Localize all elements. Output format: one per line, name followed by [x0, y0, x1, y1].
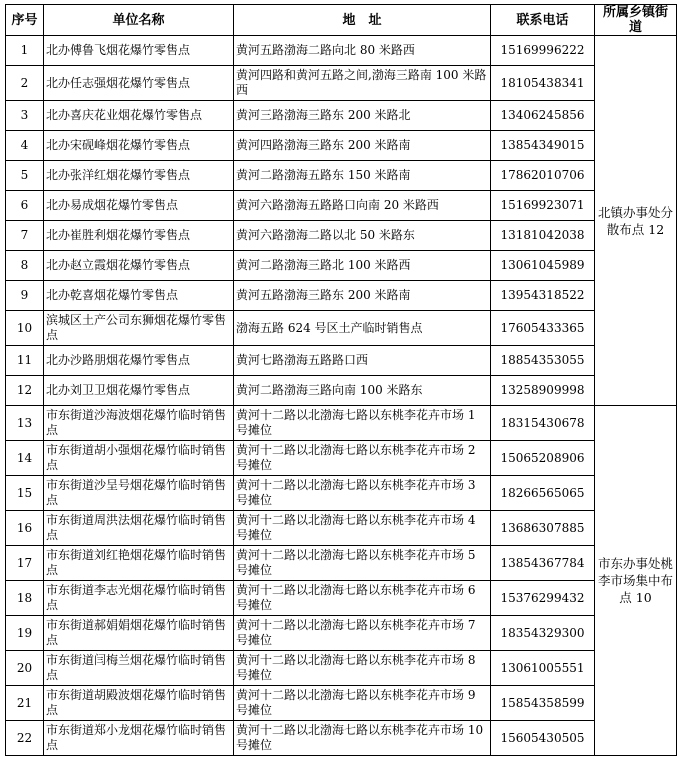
address-cell: 黄河二路渤海三路北 100 米路西: [234, 251, 491, 281]
phone-cell: 13854349015: [491, 131, 595, 161]
unit-name-cell: 滨城区土产公司东狮烟花爆竹零售点: [44, 311, 234, 346]
serial-cell: 1: [6, 36, 44, 66]
address-cell: 黄河二路渤海五路东 150 米路南: [234, 161, 491, 191]
unit-name-cell: 市东街道胡小强烟花爆竹临时销售点: [44, 441, 234, 476]
address-cell: 黄河十二路以北渤海七路以东桃李花卉市场 4 号摊位: [234, 511, 491, 546]
serial-cell: 12: [6, 376, 44, 406]
phone-cell: 17605433365: [491, 311, 595, 346]
serial-cell: 16: [6, 511, 44, 546]
phone-cell: 13854367784: [491, 546, 595, 581]
phone-cell: 13181042038: [491, 221, 595, 251]
phone-cell: 15169923071: [491, 191, 595, 221]
phone-cell: 13061045989: [491, 251, 595, 281]
phone-cell: 15376299432: [491, 581, 595, 616]
unit-name-cell: 市东街道郝娟娟烟花爆竹临时销售点: [44, 616, 234, 651]
serial-cell: 7: [6, 221, 44, 251]
address-cell: 渤海五路 624 号区土产临时销售点: [234, 311, 491, 346]
phone-cell: 15605430505: [491, 721, 595, 756]
phone-cell: 13686307885: [491, 511, 595, 546]
table-row: [6, 131, 677, 161]
address-cell: 黄河十二路以北渤海七路以东桃李花卉市场 10 号摊位: [234, 721, 491, 756]
table-row: [6, 221, 677, 251]
address-cell: 黄河六路渤海五路路口向南 20 米路西: [234, 191, 491, 221]
table-body: [6, 36, 677, 756]
address-cell: 黄河十二路以北渤海七路以东桃李花卉市场 8 号摊位: [234, 651, 491, 686]
unit-name-cell: 北办任志强烟花爆竹零售点: [44, 66, 234, 101]
address-cell: 黄河二路渤海三路向南 100 米路东: [234, 376, 491, 406]
unit-name-cell: 北办沙路朋烟花爆竹零售点: [44, 346, 234, 376]
header-unit-name: 单位名称: [44, 5, 234, 36]
phone-cell: 18354329300: [491, 616, 595, 651]
unit-name-cell: 市东街道胡殿波烟花爆竹临时销售点: [44, 686, 234, 721]
serial-cell: 22: [6, 721, 44, 756]
table-row: [6, 311, 677, 346]
phone-cell: 13258909998: [491, 376, 595, 406]
phone-cell: 18854353055: [491, 346, 595, 376]
serial-cell: 20: [6, 651, 44, 686]
table-row: [6, 376, 677, 406]
unit-name-cell: 北办张洋红烟花爆竹零售点: [44, 161, 234, 191]
unit-name-cell: 市东街道郑小龙烟花爆竹临时销售点: [44, 721, 234, 756]
unit-name-cell: 市东街道沙呈号烟花爆竹临时销售点: [44, 476, 234, 511]
phone-cell: 13406245856: [491, 101, 595, 131]
serial-cell: 4: [6, 131, 44, 161]
table-row: [6, 101, 677, 131]
serial-cell: 11: [6, 346, 44, 376]
serial-cell: 3: [6, 101, 44, 131]
town-street-cell: 市东办事处桃李市场集中布点 10: [595, 406, 677, 756]
table-row: [6, 191, 677, 221]
unit-name-cell: 市东街道闫梅兰烟花爆竹临时销售点: [44, 651, 234, 686]
table-row: [6, 581, 677, 616]
table-row: [6, 346, 677, 376]
address-cell: 黄河十二路以北渤海七路以东桃李花卉市场 2 号摊位: [234, 441, 491, 476]
serial-cell: 17: [6, 546, 44, 581]
unit-name-cell: 市东街道周洪法烟花爆竹临时销售点: [44, 511, 234, 546]
phone-cell: 17862010706: [491, 161, 595, 191]
serial-cell: 18: [6, 581, 44, 616]
table-row: [6, 511, 677, 546]
serial-cell: 21: [6, 686, 44, 721]
serial-cell: 14: [6, 441, 44, 476]
serial-cell: 9: [6, 281, 44, 311]
town-street-cell: 北镇办事处分散布点 12: [595, 36, 677, 406]
unit-name-cell: 北办易成烟花爆竹零售点: [44, 191, 234, 221]
unit-name-cell: 北办赵立霞烟花爆竹零售点: [44, 251, 234, 281]
address-cell: 黄河十二路以北渤海七路以东桃李花卉市场 5 号摊位: [234, 546, 491, 581]
address-cell: 黄河七路渤海五路路口西: [234, 346, 491, 376]
address-cell: 黄河十二路以北渤海七路以东桃李花卉市场 1 号摊位: [234, 406, 491, 441]
table-row: [6, 161, 677, 191]
table-row: [6, 36, 677, 66]
unit-name-cell: 北办傅鲁飞烟花爆竹零售点: [44, 36, 234, 66]
serial-cell: 15: [6, 476, 44, 511]
table-row: [6, 546, 677, 581]
table-row: [6, 721, 677, 756]
phone-cell: 13954318522: [491, 281, 595, 311]
table-row: [6, 406, 677, 441]
address-cell: 黄河十二路以北渤海七路以东桃李花卉市场 6 号摊位: [234, 581, 491, 616]
address-cell: 黄河五路渤海二路向北 80 米路西: [234, 36, 491, 66]
address-cell: 黄河五路渤海三路东 200 米路南: [234, 281, 491, 311]
serial-cell: 13: [6, 406, 44, 441]
address-cell: 黄河四路和黄河五路之间,渤海三路南 100 米路西: [234, 66, 491, 101]
serial-cell: 6: [6, 191, 44, 221]
unit-name-cell: 市东街道李志光烟花爆竹临时销售点: [44, 581, 234, 616]
address-cell: 黄河十二路以北渤海七路以东桃李花卉市场 7 号摊位: [234, 616, 491, 651]
address-cell: 黄河十二路以北渤海七路以东桃李花卉市场 9 号摊位: [234, 686, 491, 721]
serial-cell: 8: [6, 251, 44, 281]
address-cell: 黄河三路渤海三路东 200 米路北: [234, 101, 491, 131]
address-cell: 黄河六路渤海二路以北 50 米路东: [234, 221, 491, 251]
phone-cell: 15065208906: [491, 441, 595, 476]
table-row: [6, 251, 677, 281]
unit-name-cell: 北办喜庆花业烟花爆竹零售点: [44, 101, 234, 131]
table-row: [6, 441, 677, 476]
unit-name-cell: 市东街道刘红艳烟花爆竹临时销售点: [44, 546, 234, 581]
serial-cell: 2: [6, 66, 44, 101]
table-row: [6, 616, 677, 651]
header-serial: 序号: [6, 5, 44, 36]
phone-cell: 13061005551: [491, 651, 595, 686]
header-town-street: 所属乡镇街道: [595, 5, 677, 36]
sales-points-table: [5, 4, 677, 756]
serial-cell: 10: [6, 311, 44, 346]
serial-cell: 5: [6, 161, 44, 191]
phone-cell: 15169996222: [491, 36, 595, 66]
table-header-row: [6, 5, 677, 36]
table-row: [6, 476, 677, 511]
table-row: [6, 281, 677, 311]
address-cell: 黄河十二路以北渤海七路以东桃李花卉市场 3 号摊位: [234, 476, 491, 511]
unit-name-cell: 市东街道沙海波烟花爆竹临时销售点: [44, 406, 234, 441]
table-row: [6, 651, 677, 686]
unit-name-cell: 北办宋砚峰烟花爆竹零售点: [44, 131, 234, 161]
serial-cell: 19: [6, 616, 44, 651]
unit-name-cell: 北办崔胜利烟花爆竹零售点: [44, 221, 234, 251]
unit-name-cell: 北办刘卫卫烟花爆竹零售点: [44, 376, 234, 406]
header-address: 地 址: [234, 5, 491, 36]
header-phone: 联系电话: [491, 5, 595, 36]
table-row: [6, 66, 677, 101]
phone-cell: 15854358599: [491, 686, 595, 721]
phone-cell: 18105438341: [491, 66, 595, 101]
phone-cell: 18266565065: [491, 476, 595, 511]
unit-name-cell: 北办乾喜烟花爆竹零售点: [44, 281, 234, 311]
phone-cell: 18315430678: [491, 406, 595, 441]
address-cell: 黄河四路渤海三路东 200 米路南: [234, 131, 491, 161]
table-row: [6, 686, 677, 721]
